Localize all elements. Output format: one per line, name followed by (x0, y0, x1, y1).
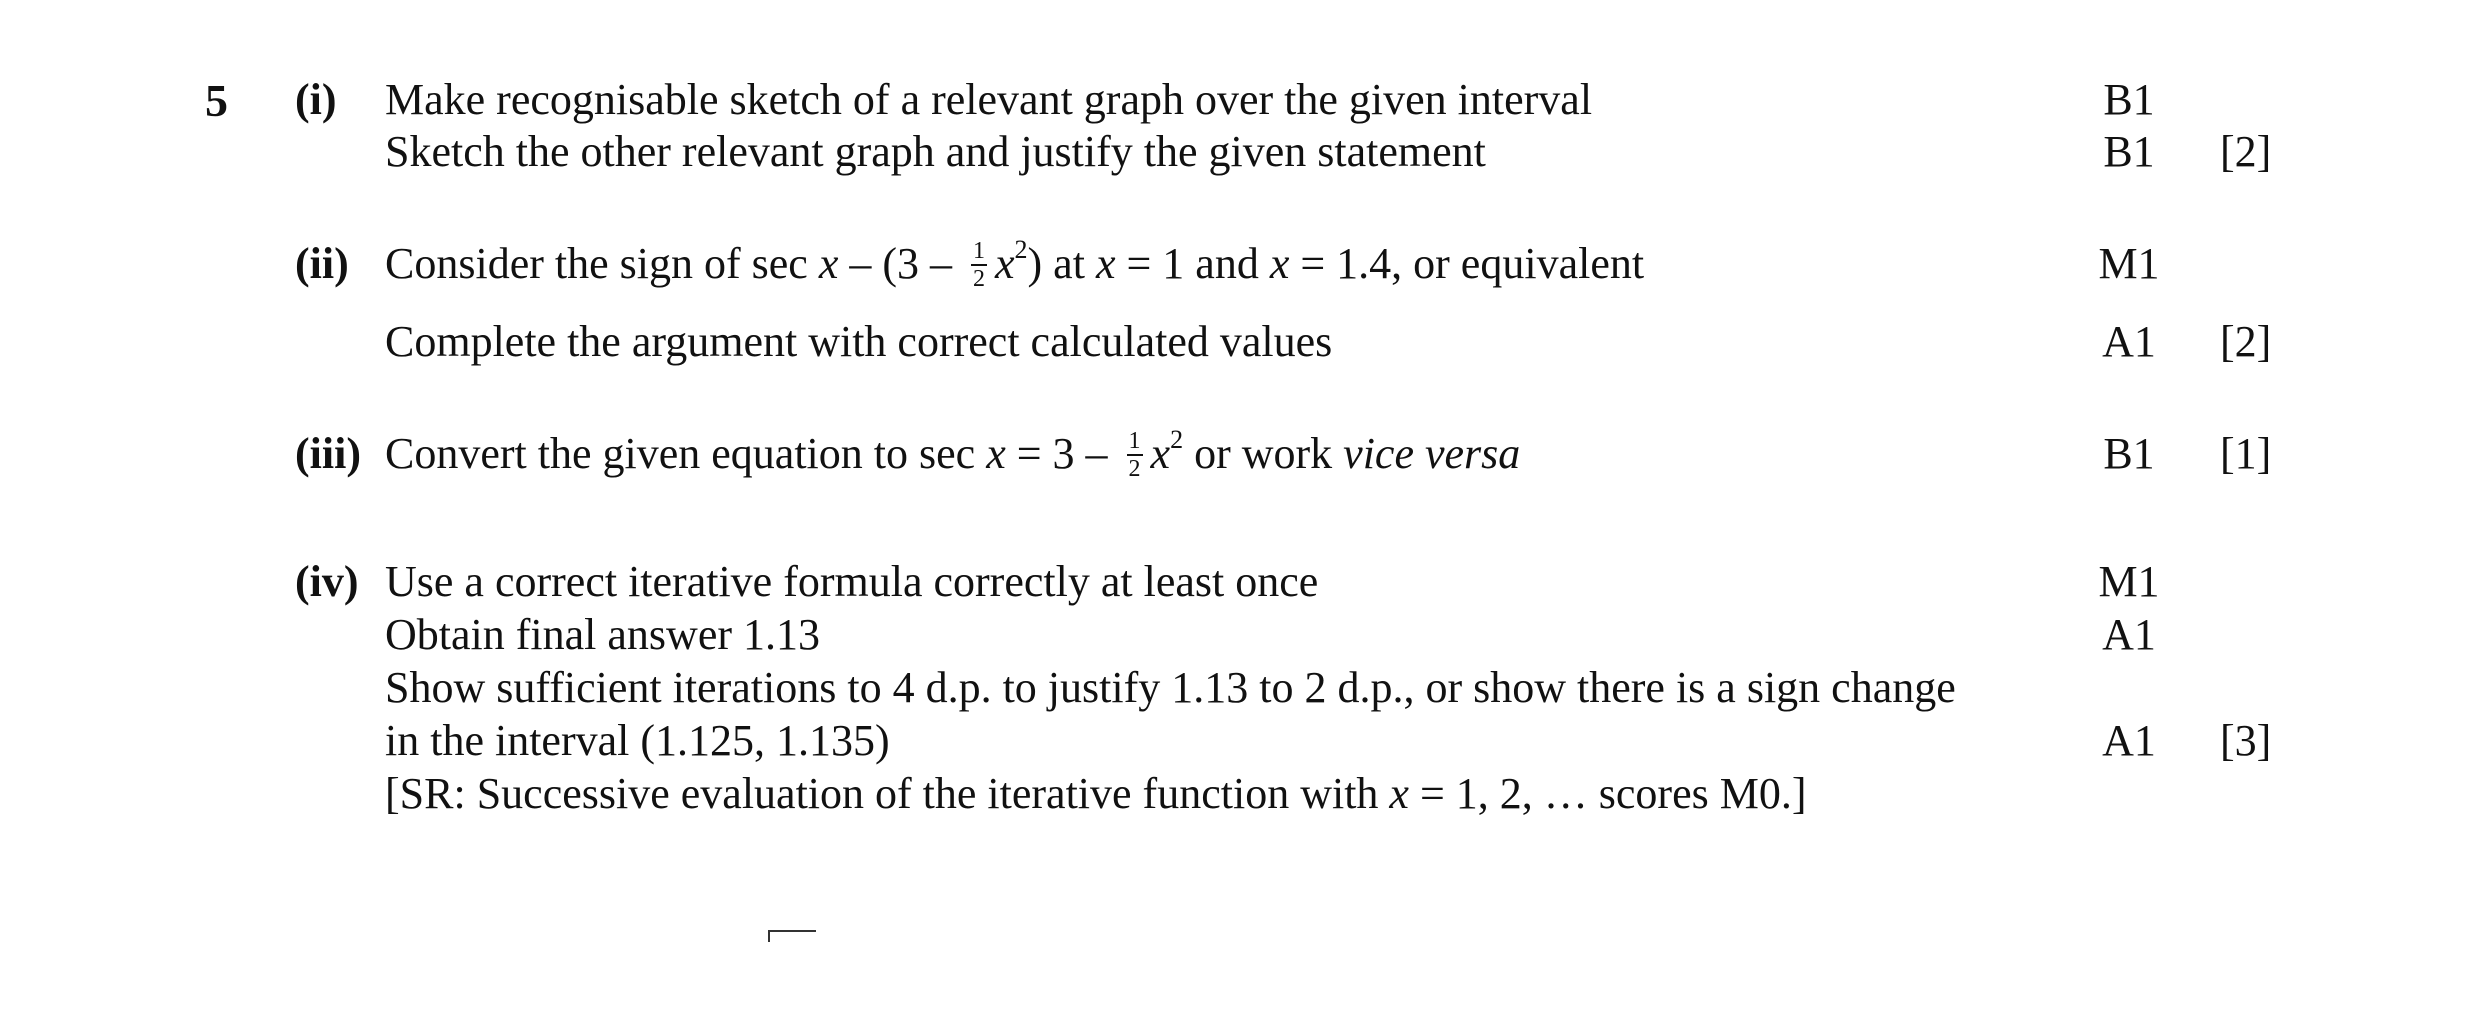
text-segment: = 1.4, or equivalent (1289, 239, 1645, 288)
part-iv-line-2-mark: A1 (2102, 610, 2156, 659)
variable-x: x (1095, 239, 1116, 288)
vice-versa-text: vice versa (1343, 429, 1521, 478)
text-segment: – (3 – (838, 239, 963, 288)
text-segment: Convert the given equation to sec (385, 429, 987, 478)
variable-x: x (1150, 429, 1171, 478)
part-i-label: (i) (295, 75, 337, 124)
text-segment: ) at (1027, 239, 1096, 288)
part-i-line-2: Sketch the other relevant graph and justify the given statement (385, 127, 1486, 176)
fraction-one-half (971, 238, 987, 292)
text-segment: Consider the sign of sec (385, 239, 819, 288)
text-segment: [SR: Successive evaluation of the iterative function with (385, 769, 1390, 818)
fraction-denominator: 2 (973, 265, 985, 292)
part-i-line-1: Make recognisable sketch of a relevant graph over the given interval (385, 75, 1593, 124)
part-i-total: [2] (2220, 127, 2272, 176)
part-ii-line-1-mark: M1 (2098, 239, 2160, 288)
part-ii-line-2: Complete the argument with correct calculated values (385, 317, 1333, 366)
part-iv-line-4: in the interval (1.125, 1.135) (385, 716, 890, 765)
part-ii-line-2-mark: A1 (2102, 317, 2156, 366)
fraction-numerator: 1 (973, 237, 985, 264)
part-iv-line-1: Use a correct iterative formula correctly at least once (385, 557, 1319, 606)
part-iv-label: (iv) (295, 557, 359, 606)
fraction-one-half (1127, 428, 1143, 482)
part-i-line-2-mark: B1 (2103, 127, 2155, 176)
part-ii-line-1 (385, 235, 1645, 295)
part-iv-special-ruling (385, 768, 1807, 820)
exponent: 2 (1014, 235, 1028, 265)
fraction-numerator: 1 (1128, 427, 1141, 454)
variable-x: x (1269, 239, 1290, 288)
variable-x: x (1389, 769, 1409, 818)
part-iv-line-2: Obtain final answer 1.13 (385, 610, 820, 659)
part-iv-line-3: Show sufficient iterations to 4 d.p. to justify 1.13 to 2 d.p., or show there is a sign change (385, 663, 1956, 712)
part-iii-total: [1] (2220, 429, 2272, 478)
part-iv-total: [3] (2220, 716, 2272, 765)
exponent: 2 (1170, 425, 1184, 455)
part-iii-label: (iii) (295, 429, 361, 478)
part-iii-line-1-mark: B1 (2103, 429, 2155, 478)
question-number: 5 (205, 75, 228, 126)
text-segment: or work (1183, 429, 1344, 478)
part-iv-line-4-mark: A1 (2102, 716, 2156, 765)
stray-line-mark (768, 930, 816, 942)
text-segment: = 3 – (1005, 429, 1119, 478)
part-iv-line-1-mark: M1 (2098, 557, 2160, 606)
part-iii-line-1 (385, 425, 1521, 485)
text-segment: = 1 and (1115, 239, 1270, 288)
fraction-denominator: 2 (1128, 455, 1141, 482)
variable-x: x (995, 239, 1015, 288)
variable-x: x (818, 239, 839, 288)
part-ii-total: [2] (2220, 317, 2272, 366)
variable-x: x (986, 429, 1006, 478)
part-i-line-1-mark: B1 (2103, 75, 2155, 124)
text-segment: = 1, 2, … scores M0.] (1408, 769, 1807, 818)
part-ii-label: (ii) (295, 239, 349, 288)
